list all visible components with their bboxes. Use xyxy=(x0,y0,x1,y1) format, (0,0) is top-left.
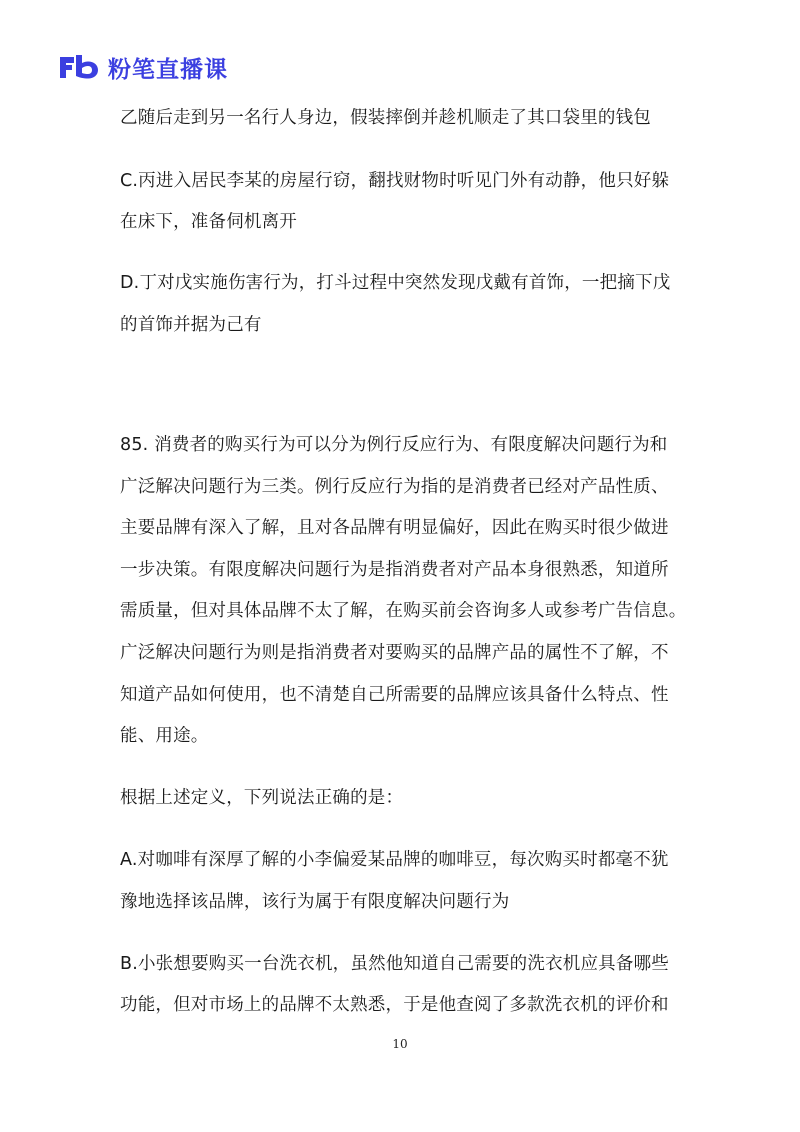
text-line: 主要品牌有深入了解，且对各品牌有明显偏好，因此在购买时很少做进 xyxy=(120,518,669,538)
option-b-line: B.小张想要购买一台洗衣机，虽然他知道自己需要的洗衣机应具备哪些 xyxy=(120,954,669,974)
text-line: 一步决策。有限度解决问题行为是指消费者对产品本身很熟悉，知道所 xyxy=(120,560,669,580)
page-number: 10 xyxy=(392,1037,408,1051)
question-85-line: 85. 消费者的购买行为可以分为例行反应行为、有限度解决问题行为和 xyxy=(120,435,668,455)
text-line: 广泛解决问题行为三类。例行反应行为指的是消费者已经对产品性质、 xyxy=(120,477,669,497)
text-line: 知道产品如何使用，也不清楚自己所需要的品牌应该具备什么特点、性 xyxy=(120,685,669,705)
text-line: 功能，但对市场上的品牌不太熟悉，于是他查阅了多款洗衣机的评价和 xyxy=(120,995,669,1015)
fb-logo-icon xyxy=(58,53,100,81)
text-line: 豫地选择该品牌，该行为属于有限度解决问题行为 xyxy=(120,892,510,912)
option-a-line: A.对咖啡有深厚了解的小李偏爱某品牌的咖啡豆，每次购买时都毫不犹 xyxy=(120,850,669,870)
option-d-line: D.丁对戊实施伤害行为，打斗过程中突然发现戊戴有首饰，一把摘下戊 xyxy=(120,273,671,293)
option-c-line: C.丙进入居民李某的房屋行窃，翻找财物时听见门外有动静，他只好躲 xyxy=(120,171,670,191)
text-line: 在床下，准备伺机离开 xyxy=(120,212,297,232)
page-header xyxy=(58,50,228,84)
text-line: 广泛解决问题行为则是指消费者对要购买的品牌产品的属性不了解，不 xyxy=(120,643,669,663)
brand-name: 粉笔直播课 xyxy=(108,56,228,83)
text-line: 乙随后走到另一名行人身边，假装摔倒并趁机顺走了其口袋里的钱包 xyxy=(120,108,651,128)
text-line: 需质量，但对具体品牌不太了解，在购买前会咨询多人或参考广告信息。 xyxy=(120,601,687,621)
question-prompt: 根据上述定义，下列说法正确的是： xyxy=(120,788,404,808)
text-line: 能、用途。 xyxy=(120,726,209,746)
text-line: 的首饰并据为己有 xyxy=(120,315,262,335)
